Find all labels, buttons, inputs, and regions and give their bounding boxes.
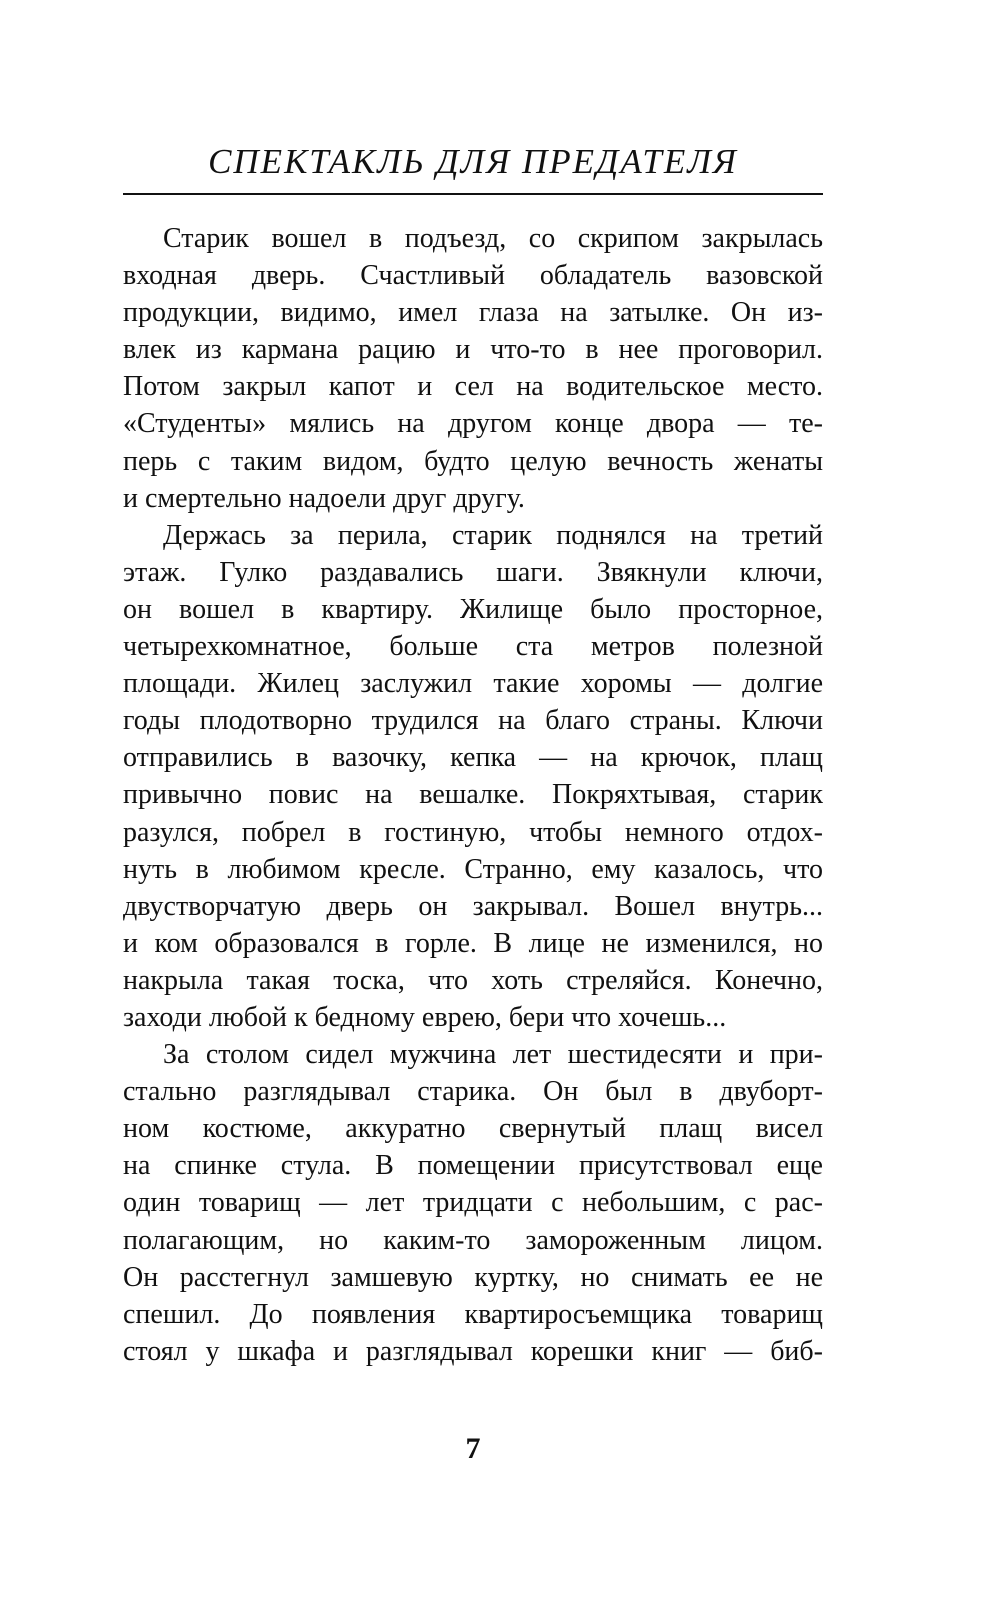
text-line: входная дверь. Счастливый обладатель вазовской xyxy=(123,260,823,292)
text-line: Старик вошел в подъезд, со скрипом закрылась xyxy=(163,223,823,254)
text-line: этаж. Гулко раздавались шаги. Звякнули ключи, xyxy=(123,556,823,588)
text-line: «Студенты» мялись на другом конце двора — те- xyxy=(123,408,823,440)
body-text xyxy=(123,220,823,1370)
text-line: Он расстегнул замшевую куртку, но снимать ее не xyxy=(123,1261,823,1293)
running-head: СПЕКТАКЛЬ ДЛЯ ПРЕДАТЕЛЯ xyxy=(208,142,738,181)
text-line: За столом сидел мужчина лет шестидесяти и при- xyxy=(163,1039,823,1071)
text-line: полагающим, но каким-то замороженным лицом. xyxy=(123,1224,823,1256)
text-line: накрыла такая тоска, что хоть стреляйся. Конечно, xyxy=(123,964,823,996)
text-line: и смертельно надоели друг другу. xyxy=(123,482,525,514)
paragraph-3 xyxy=(123,1036,823,1370)
text-line: заходи любой к бедному еврею, бери что хочешь... xyxy=(123,1001,727,1033)
text-line: он вошел в квартиру. Жилище было просторное, xyxy=(123,593,823,625)
text-line: перь с таким видом, будто целую вечность женаты xyxy=(123,445,823,477)
text-line: спешил. До появления квартиросъемщика товарищ xyxy=(123,1298,823,1330)
text-line: продукции, видимо, имел глаза на затылке. Он из- xyxy=(123,297,823,329)
paragraph-1 xyxy=(123,220,823,517)
text-line: годы плодотворно трудился на благо страны. Ключи xyxy=(123,705,823,737)
text-line: один товарищ — лет тридцати с небольшим, с рас- xyxy=(123,1187,823,1219)
text-line: Потом закрыл капот и сел на водительское место. xyxy=(123,371,823,403)
text-line: отправились в вазочку, кепка — на крючок, плащ xyxy=(123,742,823,774)
text-line: разулся, побрел в гостиную, чтобы немного отдох- xyxy=(123,816,823,848)
text-line: Держась за перила, старик поднялся на третий xyxy=(163,519,823,551)
text-line: влек из кармана рацию и что-то в нее проговорил. xyxy=(123,334,823,366)
text-line: стоял у шкафа и разглядывал корешки книг — биб- xyxy=(123,1335,823,1367)
text-line: стально разглядывал старика. Он был в двуборт- xyxy=(123,1076,823,1108)
text-line: привычно повис на вешалке. Покряхтывая, старик xyxy=(123,779,823,811)
text-line: ном костюме, аккуратно свернутый плащ висел xyxy=(123,1113,823,1145)
header-rule xyxy=(123,193,823,195)
text-line: нуть в любимом кресле. Странно, ему казалось, что xyxy=(123,853,823,885)
text-line: на спинке стула. В помещении присутствовал еще xyxy=(123,1150,823,1182)
paragraph-2 xyxy=(123,517,823,1036)
text-line: площади. Жилец заслужил такие хоромы — долгие xyxy=(123,668,823,700)
text-line: четырехкомнатное, больше ста метров полезной xyxy=(123,631,823,663)
text-line: двустворчатую дверь он закрывал. Вошел внутрь... xyxy=(123,890,823,922)
page-number: 7 xyxy=(465,1432,481,1465)
text-line: и ком образовался в горле. В лице не изменился, но xyxy=(123,927,823,959)
